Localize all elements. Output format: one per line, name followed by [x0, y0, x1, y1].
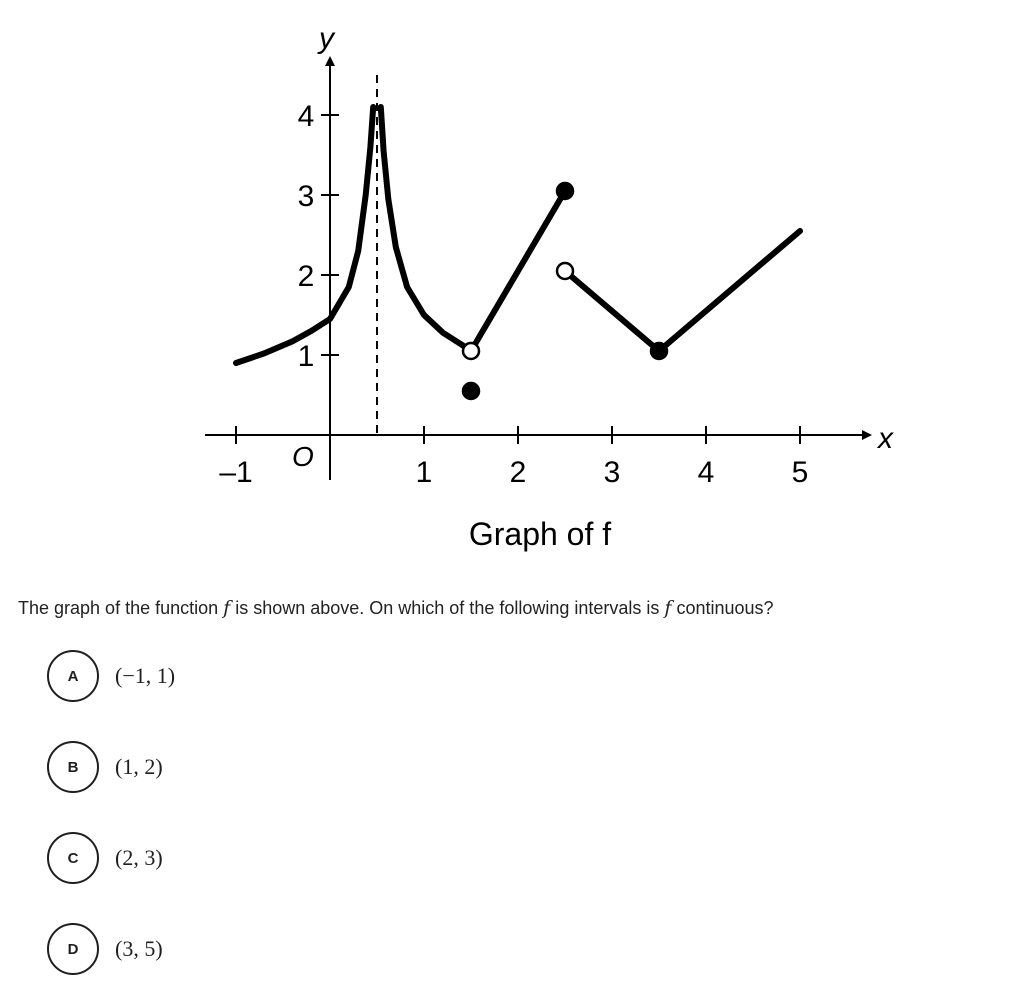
- open-point: [463, 343, 479, 359]
- x-tick-label: 4: [697, 456, 715, 489]
- choice-b-text: (1, 2): [115, 754, 163, 779]
- y-tick-label: 2: [297, 260, 315, 293]
- closed-point: [557, 183, 573, 199]
- origin-label: O: [292, 441, 314, 472]
- choice-a[interactable]: [47, 648, 175, 704]
- curve-segment-2.5-to-3.5: [565, 271, 659, 351]
- choice-d-badge[interactable]: D: [47, 923, 99, 975]
- choice-b-badge[interactable]: B: [47, 741, 99, 793]
- function-variable: f: [223, 597, 231, 619]
- curve-segment-1.5-to-2.5: [471, 191, 565, 351]
- choice-c-badge[interactable]: C: [47, 832, 99, 884]
- curve-left-branch: [236, 107, 373, 363]
- choice-c-text: (2, 3): [115, 845, 163, 870]
- choice-d-text: (3, 5): [115, 936, 163, 961]
- x-tick-label: –1: [219, 456, 253, 489]
- function-variable: f: [664, 597, 672, 619]
- y-tick-label: 1: [297, 340, 315, 373]
- choice-a-badge[interactable]: A: [47, 650, 99, 702]
- question-text: [18, 596, 774, 620]
- x-axis-label: x: [878, 422, 893, 455]
- choice-d[interactable]: [47, 921, 163, 977]
- choice-a-text: (−1, 1): [115, 663, 176, 688]
- choice-c[interactable]: [47, 830, 163, 886]
- choice-b[interactable]: [47, 739, 163, 795]
- question-text-after: continuous?: [671, 598, 774, 618]
- x-tick-label: 2: [509, 456, 527, 489]
- closed-point: [463, 383, 479, 399]
- question-text-middle: is shown above. On which of the following intervals is: [230, 598, 665, 618]
- closed-point: [651, 343, 667, 359]
- y-tick-label: 4: [297, 100, 315, 133]
- open-point: [557, 263, 573, 279]
- x-tick-label: 3: [603, 456, 621, 489]
- question-text-before: The graph of the function: [18, 598, 224, 618]
- x-tick-label: 1: [415, 456, 433, 489]
- curve-right-branch: [381, 107, 471, 351]
- curve-segment-3.5-to-5: [659, 231, 800, 351]
- x-tick-label: 5: [791, 456, 809, 489]
- y-axis-label: y: [319, 22, 334, 55]
- y-tick-label: 3: [297, 180, 315, 213]
- chart-title: Graph of f: [468, 516, 612, 552]
